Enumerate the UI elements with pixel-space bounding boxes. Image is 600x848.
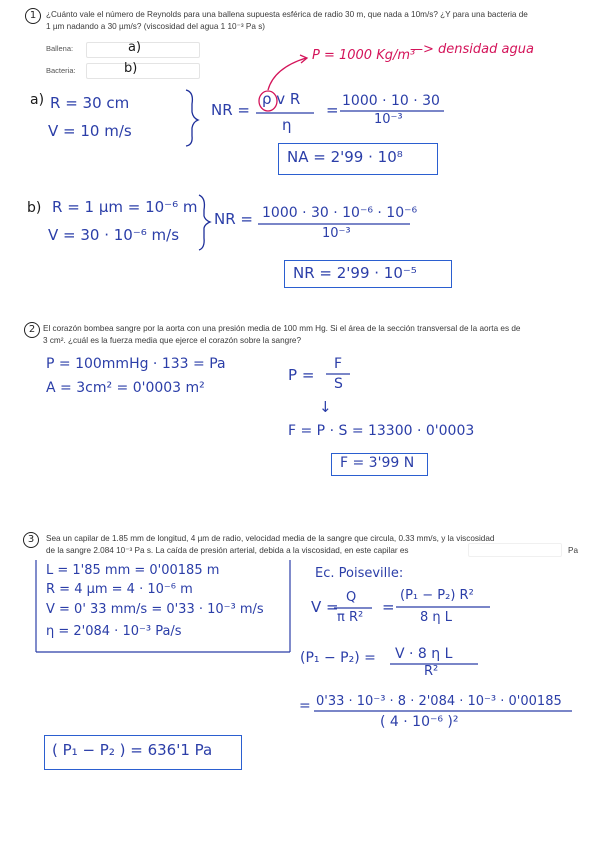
density-label: —> densidad agua bbox=[410, 42, 534, 57]
part-b-brace bbox=[199, 195, 210, 250]
q3-solve-numerator: V · 8 η L bbox=[395, 646, 453, 662]
part-a-result: NA = 2'99 · 10⁸ bbox=[287, 148, 403, 166]
part-b-velocity: V = 30 · 10⁻⁶ m/s bbox=[48, 226, 180, 244]
question-3-unit: Pa bbox=[568, 546, 579, 555]
q3-substitution-equals: = bbox=[299, 698, 311, 714]
q3-viscosity-line: η = 2'084 · 10⁻³ Pa/s bbox=[46, 624, 182, 639]
q3-velocity-line: V = 0' 33 mm/s = 0'33 · 10⁻³ m/s bbox=[46, 602, 264, 617]
q3-formula-denominator: π R² bbox=[337, 610, 364, 625]
part-a-equals: = bbox=[326, 101, 339, 119]
q3-solve-lhs: (P₁ − P₂) = bbox=[300, 650, 376, 666]
part-a-reynolds-lhs: NR = bbox=[211, 101, 250, 119]
part-b-substitution-denominator: 10⁻³ bbox=[322, 226, 351, 241]
q3-law-title: Ec. Poiseville: bbox=[315, 566, 404, 581]
q3-formula2-numerator: (P₁ − P₂) R² bbox=[400, 588, 474, 603]
q3-solve-denominator: R² bbox=[424, 664, 439, 679]
q3-radius-line: R = 4 µm = 4 · 10⁻⁶ m bbox=[46, 582, 193, 597]
q2-formula-numerator: F bbox=[334, 356, 343, 372]
bacteria-answer-value: b) bbox=[124, 61, 138, 76]
q2-area-line: A = 3cm² = 0'0003 m² bbox=[46, 380, 205, 396]
part-b-result: NR = 2'99 · 10⁻⁵ bbox=[293, 264, 417, 282]
q3-formula-lhs: V = bbox=[311, 598, 339, 616]
question-1-number: 1 bbox=[25, 8, 41, 24]
part-b-radius: R = 1 µm = 10⁻⁶ m bbox=[52, 198, 198, 216]
q2-result: F = 3'99 N bbox=[340, 455, 415, 471]
question-2-text: El corazón bombea sangre por la aorta con una presión media de 100 mm Hg. Si el área de la sección transversal de la aorta es de 3 cm². ¿cuál es la fuerza media que ejerce el corazón sobre la sangre? bbox=[43, 324, 521, 345]
part-a-substitution-numerator: 1000 · 10 · 30 bbox=[342, 93, 440, 109]
question-3-text: Sea un capilar de 1.85 mm de longitud, 4 µm de radio, velocidad media de la sangre que circula, 0.33 mm/s, y la viscosidad de la sangre 2.084 10⁻³ Pa s. La caída de presión arterial, debida a la viscosidad, en este capilar es bbox=[46, 534, 495, 555]
question-1-text: ¿Cuánto vale el número de Reynolds para una ballena supuesta esférica de radio 30 m, que nada a 10m/s? ¿Y para una bacteria de 1 µm nadando a 30 µm/s? (viscosidad del agua 1 10⁻³ Pa s) bbox=[46, 10, 528, 31]
bacteria-label: Bacteria: bbox=[46, 66, 76, 75]
rho-circle bbox=[259, 91, 277, 111]
part-a-radius: R = 30 cm bbox=[50, 94, 130, 112]
q3-length-line: L = 1'85 mm = 0'00185 m bbox=[46, 563, 220, 578]
q3-substitution-numerator: 0'33 · 10⁻³ · 8 · 2'084 · 10⁻³ · 0'00185 bbox=[316, 694, 562, 709]
density-note: P = 1000 Kg/m³ bbox=[312, 48, 416, 63]
q2-arrow: ↓ bbox=[319, 398, 332, 416]
q3-substitution-denominator: ( 4 · 10⁻⁶ )² bbox=[380, 714, 459, 730]
part-b-reynolds-lhs: NR = bbox=[214, 210, 253, 228]
part-a-brace bbox=[186, 90, 198, 146]
q2-formula-denominator: S bbox=[334, 376, 343, 392]
part-a-formula-numerator: ρ v R bbox=[262, 90, 301, 108]
q3-formula-numerator: Q bbox=[346, 590, 357, 605]
q2-force-line: F = P · S = 13300 · 0'0003 bbox=[288, 423, 475, 439]
q3-result: ( P₁ − P₂ ) = 636'1 Pa bbox=[52, 741, 213, 759]
part-a-tag: a) bbox=[30, 92, 45, 108]
q3-formula-equals: = bbox=[382, 598, 395, 616]
part-b-tag: b) bbox=[27, 200, 42, 216]
part-a-substitution-denominator: 10⁻³ bbox=[374, 112, 403, 127]
part-a-formula-denominator: η bbox=[282, 116, 292, 134]
q2-pressure-line: P = 100mmHg · 133 = Pa bbox=[46, 356, 226, 372]
question-3-number: 3 bbox=[23, 532, 39, 548]
q3-formula2-denominator: 8 η L bbox=[420, 610, 453, 625]
ballena-answer-value: a) bbox=[128, 40, 142, 55]
question-2-number: 2 bbox=[24, 322, 40, 338]
part-b-substitution-numerator: 1000 · 30 · 10⁻⁶ · 10⁻⁶ bbox=[262, 205, 418, 221]
density-arrow bbox=[268, 58, 306, 90]
part-a-velocity: V = 10 m/s bbox=[48, 122, 132, 140]
ballena-label: Ballena: bbox=[46, 44, 74, 53]
q2-formula-lhs: P = bbox=[288, 366, 315, 384]
